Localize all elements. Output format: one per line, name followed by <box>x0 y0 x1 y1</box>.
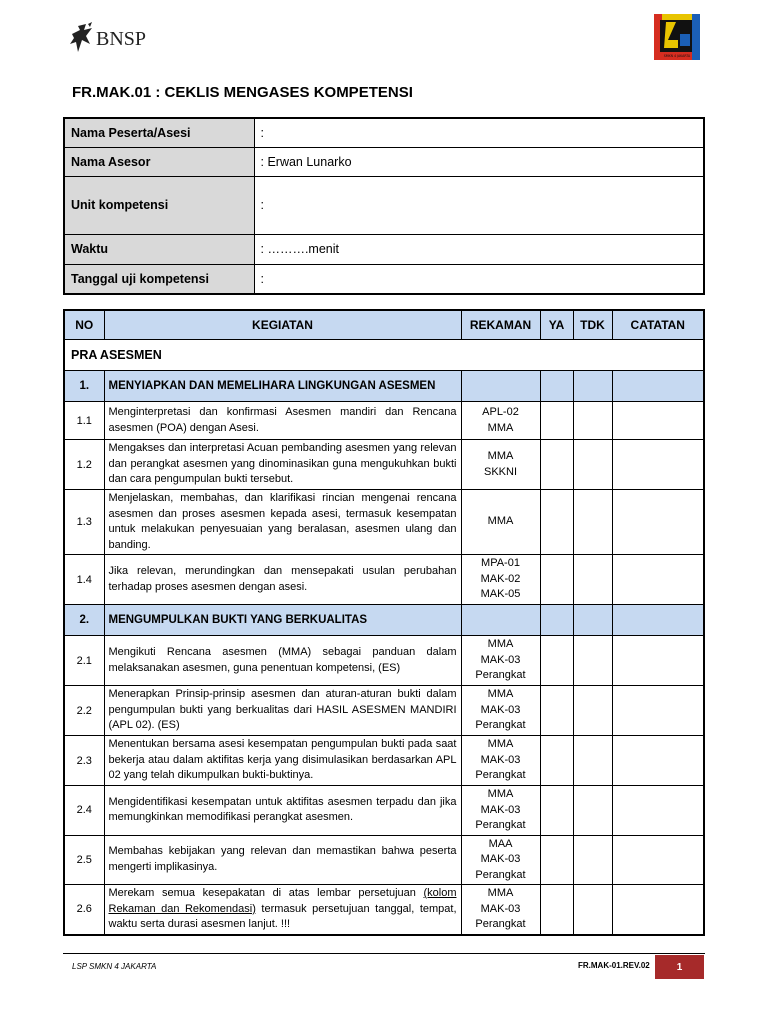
row-records <box>461 786 540 836</box>
empty-cell <box>461 605 540 636</box>
info-label: Nama Asesor <box>64 147 254 176</box>
record-line: SKKNI <box>483 465 517 478</box>
document-title: FR.MAK.01 : CEKLIS MENGASES KOMPETENSI <box>72 84 413 101</box>
row-records <box>461 490 540 555</box>
row-records <box>461 686 540 736</box>
row-no: 2.1 <box>64 636 104 686</box>
row-no: 1.3 <box>64 490 104 555</box>
catatan-cell[interactable] <box>612 786 704 836</box>
record-line: Perangkat <box>475 769 526 782</box>
tdk-checkbox-cell[interactable] <box>573 555 612 605</box>
info-value[interactable]: : <box>254 264 704 294</box>
bnsp-emblem-icon <box>68 22 94 56</box>
table-row <box>64 736 704 786</box>
ya-checkbox-cell[interactable] <box>540 835 573 885</box>
record-line: MAK-03 <box>480 902 521 915</box>
info-value[interactable]: : <box>254 176 704 234</box>
table-row <box>64 786 704 836</box>
record-line: MMA <box>487 738 514 751</box>
ya-checkbox-cell[interactable] <box>540 555 573 605</box>
empty-cell <box>573 371 612 402</box>
footer-document-code: FR.MAK-01.REV.02 <box>578 961 650 970</box>
row-activity: Menjelaskan, membahas, dan klarifikasi rincian mengenai rencana asesmen dan proses asesmen kepada asesi, termasuk kesempatan untuk melakukan penyesuaian yang beralasan, asesmen ulang dan banding. <box>104 490 461 555</box>
section-row <box>64 371 704 402</box>
record-line: MAK-03 <box>480 703 521 716</box>
record-line: MAK-03 <box>480 803 521 816</box>
smkn4-logo <box>654 14 700 60</box>
record-line: MMA <box>487 450 514 462</box>
section-title: MENYIAPKAN DAN MEMELIHARA LINGKUNGAN ASESMEN <box>104 371 461 402</box>
catatan-cell[interactable] <box>612 835 704 885</box>
ya-checkbox-cell[interactable] <box>540 786 573 836</box>
record-line: MMA <box>487 887 514 899</box>
section-no: 1. <box>64 371 104 402</box>
row-activity: Membahas kebijakan yang relevan dan memastikan bahwa peserta mengerti implikasinya. <box>104 835 461 885</box>
info-label: Tanggal uji kompetensi <box>64 264 254 294</box>
row-records <box>461 835 540 885</box>
row-activity <box>104 885 461 935</box>
table-row <box>64 636 704 686</box>
activity-text: termasuk persetujuan tanggal, tempat, waktu serta durasi asesmen lanjut. !!! <box>108 902 457 930</box>
table-row <box>64 402 704 440</box>
section-title: MENGUMPULKAN BUKTI YANG BERKUALITAS <box>104 605 461 636</box>
record-line: Perangkat <box>475 819 526 831</box>
row-activity: Mengikuti Rencana asesmen (MMA) sebagai panduan dalam melaksanakan asesmen, guna penentuan kompetensi, (ES) <box>104 636 461 686</box>
footer-organization: LSP SMKN 4 JAKARTA <box>72 962 157 971</box>
ya-checkbox-cell[interactable] <box>540 402 573 440</box>
activity-underlined-text: (kolom Rekaman dan Rekomendasi) <box>108 887 457 915</box>
record-line: MMA <box>487 515 514 528</box>
record-line: MPA-01 <box>481 557 520 570</box>
ya-checkbox-cell[interactable] <box>540 736 573 786</box>
row-no: 1.4 <box>64 555 104 605</box>
row-activity: Menentukan bersama asesi kesempatan pengumpulan bukti pada saat bekerja atau dalam aktifitas kerja yang disimulasikan berdasarkan APL 02 yang telah dikumpulkan bukti-buktinya. <box>104 736 461 786</box>
record-line: MAK-02 <box>480 572 521 585</box>
catatan-cell[interactable] <box>612 686 704 736</box>
record-line: MMA <box>487 421 514 434</box>
table-header-row <box>64 310 704 340</box>
tdk-checkbox-cell[interactable] <box>573 835 612 885</box>
activity-text: Merekam semua kesepakatan di atas lembar persetujuan <box>108 887 424 899</box>
info-row <box>64 234 704 264</box>
record-line: Perangkat <box>475 918 526 930</box>
header-no: NO <box>64 310 104 340</box>
assessment-checklist-table <box>63 309 705 936</box>
info-row <box>64 176 704 234</box>
record-line: MAA <box>488 837 513 850</box>
info-value[interactable]: : ……….menit <box>254 234 704 264</box>
record-line: APL-02 <box>482 406 519 418</box>
row-no: 2.2 <box>64 686 104 736</box>
info-row <box>64 264 704 294</box>
catatan-cell[interactable] <box>612 555 704 605</box>
section-no: 2. <box>64 605 104 636</box>
record-line: MMA <box>487 688 514 701</box>
ya-checkbox-cell[interactable] <box>540 885 573 935</box>
tdk-checkbox-cell[interactable] <box>573 736 612 786</box>
tdk-checkbox-cell[interactable] <box>573 686 612 736</box>
info-value[interactable]: : <box>254 118 704 147</box>
ya-checkbox-cell[interactable] <box>540 440 573 490</box>
row-activity: Mengidentifikasi kesempatan untuk aktifitas asesmen terpadu dan jika memungkinkan memodifikasi perangkat asesmen. <box>104 786 461 836</box>
footer-divider <box>63 953 705 954</box>
empty-cell <box>573 605 612 636</box>
catatan-cell[interactable] <box>612 736 704 786</box>
empty-cell <box>540 371 573 402</box>
catatan-cell[interactable] <box>612 440 704 490</box>
header-tdk: TDK <box>573 310 612 340</box>
row-no: 2.4 <box>64 786 104 836</box>
row-records <box>461 402 540 440</box>
info-label: Unit kompetensi <box>64 176 254 234</box>
row-no: 2.6 <box>64 885 104 935</box>
row-no: 2.5 <box>64 835 104 885</box>
tdk-checkbox-cell[interactable] <box>573 490 612 555</box>
smkn4-logo-text: SMKN 4 JAKARTA <box>663 54 691 58</box>
catatan-cell[interactable] <box>612 402 704 440</box>
record-line: MAK-05 <box>480 588 521 601</box>
pra-asesmen-row <box>64 340 704 371</box>
catatan-cell[interactable] <box>612 636 704 686</box>
tdk-checkbox-cell[interactable] <box>573 440 612 490</box>
section-row <box>64 605 704 636</box>
record-line: MMA <box>487 638 514 651</box>
info-label: Waktu <box>64 234 254 264</box>
empty-cell <box>540 605 573 636</box>
row-no: 1.1 <box>64 402 104 440</box>
record-line: Perangkat <box>475 719 526 732</box>
table-row <box>64 686 704 736</box>
row-records <box>461 736 540 786</box>
ya-checkbox-cell[interactable] <box>540 636 573 686</box>
empty-cell <box>612 371 704 402</box>
record-line: Perangkat <box>475 868 526 881</box>
catatan-cell[interactable] <box>612 490 704 555</box>
row-records <box>461 555 540 605</box>
row-no: 1.2 <box>64 440 104 490</box>
info-value[interactable]: : Erwan Lunarko <box>254 147 704 176</box>
bnsp-logo-text: BNSP <box>96 27 147 50</box>
table-row <box>64 440 704 490</box>
row-no: 2.3 <box>64 736 104 786</box>
table-row <box>64 490 704 555</box>
row-activity: Menerapkan Prinsip-prinsip asesmen dan aturan-aturan bukti dalam pengumpulan bukti yang berkualitas dari HASIL ASESMEN MANDIRI (APL 02). (ES) <box>104 686 461 736</box>
header-rekaman: REKAMAN <box>461 310 540 340</box>
tdk-checkbox-cell[interactable] <box>573 885 612 935</box>
info-row <box>64 147 704 176</box>
bnsp-logo <box>68 22 146 56</box>
row-activity: Mengakses dan interpretasi Acuan pembanding asesmen yang relevan dan perangkat asesmen yang dinominasikan guna mengukuhkan bukti dan cara pengumpulan bukti tersebut. <box>104 440 461 490</box>
record-line: Perangkat <box>475 669 526 682</box>
info-label: Nama Peserta/Asesi <box>64 118 254 147</box>
ya-checkbox-cell[interactable] <box>540 686 573 736</box>
table-row <box>64 885 704 935</box>
tdk-checkbox-cell[interactable] <box>573 402 612 440</box>
record-line: MAK-03 <box>480 853 521 865</box>
record-line: MMA <box>487 788 514 800</box>
page-number: 1 <box>655 955 704 979</box>
empty-cell <box>612 605 704 636</box>
header-catatan: CATATAN <box>612 310 704 340</box>
tdk-checkbox-cell[interactable] <box>573 636 612 686</box>
row-records <box>461 885 540 935</box>
record-line: MAK-03 <box>480 653 521 666</box>
row-activity: Menginterpretasi dan konfirmasi Asesmen mandiri dan Rencana asesmen (POA) dengan Asesi. <box>104 402 461 440</box>
info-row <box>64 118 704 147</box>
catatan-cell[interactable] <box>612 885 704 935</box>
row-records <box>461 440 540 490</box>
row-records <box>461 636 540 686</box>
header-kegiatan: KEGIATAN <box>104 310 461 340</box>
tdk-checkbox-cell[interactable] <box>573 786 612 836</box>
empty-cell <box>461 371 540 402</box>
pra-asesmen-label: PRA ASESMEN <box>64 340 704 371</box>
row-activity: Jika relevan, merundingkan dan mensepakati usulan perubahan terhadap proses asesmen dengan asesi. <box>104 555 461 605</box>
table-row <box>64 555 704 605</box>
ya-checkbox-cell[interactable] <box>540 490 573 555</box>
record-line: MAK-03 <box>480 753 521 766</box>
participant-info-table <box>63 117 705 295</box>
header-ya: YA <box>540 310 573 340</box>
table-row <box>64 835 704 885</box>
